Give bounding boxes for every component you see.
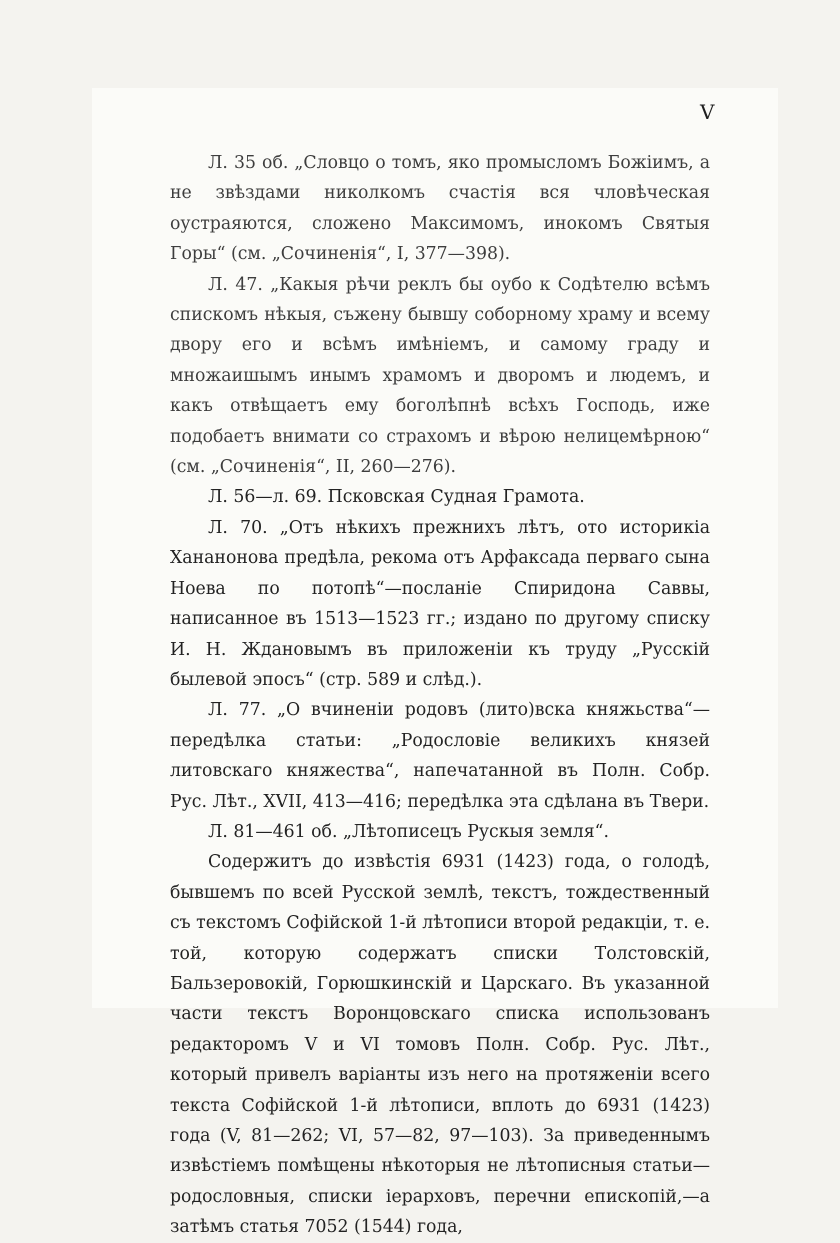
paragraph-contents: Содержитъ до извѣстія 6931 (1423) года, о голодѣ, бывшемъ по всей Русской землѣ, текстъ, тождественный съ текстомъ Софійской 1-й лѣтописи второй редакціи, т. е. той, которую содержатъ списки Толстовскій, Бальзеровокій, Горюшкинскій и Царскаго. Въ указанной части текстъ Воронцовскаго списка использованъ редакторомъ V и VI томовъ Полн. Собр. Рус. Лѣт., который привелъ варіанты изъ него на протяженіи всего текста Софійской 1-й лѣтописи, вплоть до 6931 (1423) года (V, 81—262; VI, 57—82, 97—103). За приведеннымъ извѣстіемъ помѣщены нѣкоторыя не лѣтописныя статьи—родословныя, списки іерарховъ, перечни епископій,—а затѣмъ статья 7052 (1544) года,	[170, 852, 710, 1238]
page-number: V	[700, 100, 715, 124]
paragraph-l35: Л. 35 об. „Словцо о томъ, яко промысломъ Божіимъ, а не звѣздами николкомъ счастія вся чловѣческая оустраяются, сложено Максимомъ, инокомъ Святыя Горы“ (см. „Сочиненія“, I, 377—398).	[170, 153, 710, 265]
paragraph-l70: Л. 70. „Отъ нѣкихъ прежнихъ лѣтъ, ото историкіа Хананонова предѣла, рекома отъ Арфаксада перваго сына Ноева по потопѣ“—посланіе Спиридона Саввы, написанное въ 1513—1523 гг.; издано по другому списку И. Н. Ждановымъ въ приложеніи къ труду „Русскій былевой эпосъ“ (стр. 589 и слѣд.).	[170, 517, 710, 690]
paragraph-l56: Л. 56—л. 69. Псковская Судная Грамота.	[208, 487, 585, 508]
text-block	[170, 148, 710, 1243]
paragraph-l81: Л. 81—461 об. „Лѣтописецъ Рускыя земля“.	[208, 821, 609, 842]
paragraph-l77: Л. 77. „О вчиненіи родовъ (лито)вска княжьства“—передѣлка статьи: „Родословіе великихъ князей литовскаго княжества“, напечатанной въ Полн. Собр. Рус. Лѣт., XVII, 413—416; передѣлка эта сдѣлана въ Твери.	[170, 700, 710, 812]
paragraph-l47: Л. 47. „Какыя рѣчи реклъ бы оубо к Содѣтелю всѣмъ спискомъ нѣкыя, съжену бывшу соборному храму и всему двору его и всѣмъ имѣніемъ, и самому граду и множаишымъ инымъ храмомъ и дворомъ и людемъ, и какъ отвѣщаетъ ему боголѣпнѣ всѣхъ Господь, иже подобаетъ внимати со страхомъ и вѣрою нелицемѣрною“ (см. „Сочиненія“, II, 260—276).	[170, 274, 710, 478]
